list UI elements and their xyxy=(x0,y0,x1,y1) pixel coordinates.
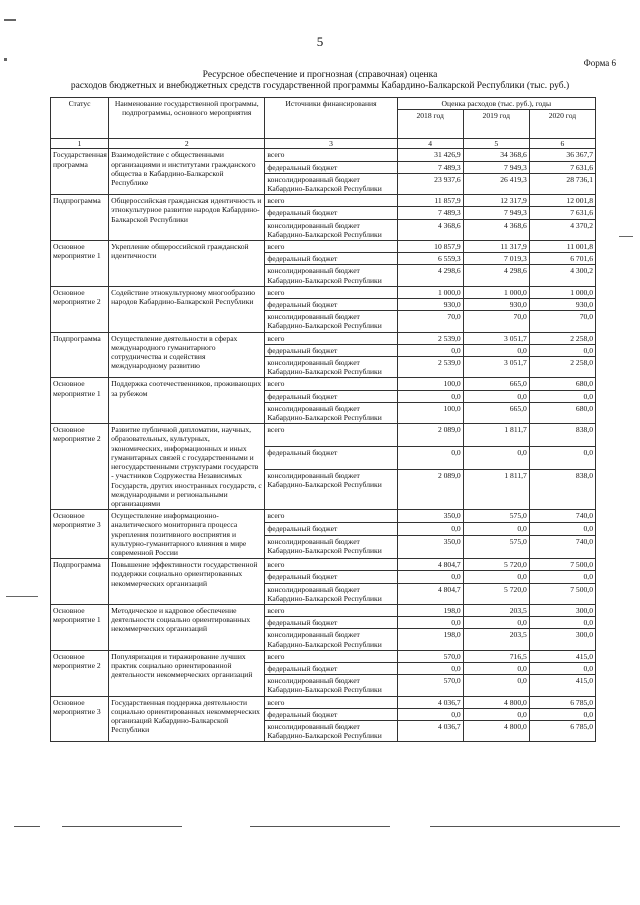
value-cell: 10 857,9 xyxy=(397,241,463,253)
footer-rule xyxy=(14,826,40,827)
index-row xyxy=(51,139,596,149)
header-row xyxy=(51,98,596,110)
status-cell: Основное мероприятие 3 xyxy=(51,510,109,559)
table-row xyxy=(51,510,596,523)
value-cell: 4 036,7 xyxy=(397,720,463,741)
source-cell: консолидированный бюджет Кабардино-Балкарской Республики xyxy=(265,720,397,741)
value-cell: 70,0 xyxy=(397,311,463,332)
header-2018: 2018 год xyxy=(397,110,463,139)
source-cell: всего xyxy=(265,559,397,571)
source-cell: федеральный бюджет xyxy=(265,617,397,629)
value-cell: 1 811,7 xyxy=(463,424,529,447)
value-cell: 930,0 xyxy=(397,299,463,311)
value-cell: 0,0 xyxy=(529,447,595,470)
source-cell: консолидированный бюджет Кабардино-Балкарской Республики xyxy=(265,536,397,559)
value-cell: 11 857,9 xyxy=(397,195,463,207)
value-cell: 11 001,8 xyxy=(529,241,595,253)
value-cell: 740,0 xyxy=(529,536,595,559)
source-cell: федеральный бюджет xyxy=(265,708,397,720)
value-cell: 930,0 xyxy=(463,299,529,311)
value-cell: 0,0 xyxy=(463,675,529,696)
value-cell: 34 368,6 xyxy=(463,149,529,161)
source-cell: всего xyxy=(265,424,397,447)
index-cell: 6 xyxy=(529,139,595,149)
value-cell: 575,0 xyxy=(463,536,529,559)
value-cell: 3 051,7 xyxy=(463,332,529,344)
value-cell: 100,0 xyxy=(397,378,463,390)
value-cell: 4 368,6 xyxy=(397,219,463,240)
value-cell: 0,0 xyxy=(463,390,529,402)
footer-rule xyxy=(250,826,390,827)
value-cell: 12 317,9 xyxy=(463,195,529,207)
value-cell: 0,0 xyxy=(463,344,529,356)
status-cell: Основное мероприятие 2 xyxy=(51,650,109,696)
source-cell: федеральный бюджет xyxy=(265,523,397,536)
value-cell: 6 785,0 xyxy=(529,720,595,741)
value-cell: 12 001,8 xyxy=(529,195,595,207)
source-cell: всего xyxy=(265,378,397,390)
value-cell: 930,0 xyxy=(529,299,595,311)
value-cell: 0,0 xyxy=(529,662,595,674)
value-cell: 0,0 xyxy=(397,662,463,674)
scan-mark xyxy=(4,58,7,61)
header-status: Статус xyxy=(51,98,109,139)
table-row xyxy=(51,195,596,207)
value-cell: 198,0 xyxy=(397,629,463,650)
value-cell: 198,0 xyxy=(397,604,463,616)
name-cell: Популяризация и тиражирование лучших практик социально ориентированной деятельности некоммерческих организаций xyxy=(109,650,265,696)
value-cell: 5 720,0 xyxy=(463,583,529,604)
value-cell: 0,0 xyxy=(463,571,529,583)
table-row xyxy=(51,332,596,344)
value-cell: 1 811,7 xyxy=(463,470,529,510)
source-cell: консолидированный бюджет Кабардино-Балкарской Республики xyxy=(265,219,397,240)
value-cell: 838,0 xyxy=(529,470,595,510)
source-cell: федеральный бюджет xyxy=(265,253,397,265)
index-cell: 5 xyxy=(463,139,529,149)
value-cell: 7 949,3 xyxy=(463,207,529,219)
status-cell: Основное мероприятие 2 xyxy=(51,424,109,510)
value-cell: 7 489,3 xyxy=(397,207,463,219)
source-cell: всего xyxy=(265,510,397,523)
value-cell: 11 317,9 xyxy=(463,241,529,253)
value-cell: 7 631,6 xyxy=(529,161,595,173)
value-cell: 0,0 xyxy=(529,523,595,536)
value-cell: 4 804,7 xyxy=(397,583,463,604)
value-cell: 0,0 xyxy=(463,708,529,720)
index-cell: 2 xyxy=(109,139,265,149)
value-cell: 575,0 xyxy=(463,510,529,523)
source-cell: консолидированный бюджет Кабардино-Балкарской Республики xyxy=(265,173,397,194)
value-cell: 7 631,6 xyxy=(529,207,595,219)
status-cell: Подпрограмма xyxy=(51,559,109,605)
source-cell: федеральный бюджет xyxy=(265,344,397,356)
index-cell: 1 xyxy=(51,139,109,149)
source-cell: всего xyxy=(265,286,397,298)
value-cell: 2 089,0 xyxy=(397,424,463,447)
value-cell: 5 720,0 xyxy=(463,559,529,571)
value-cell: 570,0 xyxy=(397,650,463,662)
table-row xyxy=(51,604,596,616)
value-cell: 3 051,7 xyxy=(463,357,529,378)
value-cell: 2 539,0 xyxy=(397,357,463,378)
value-cell: 415,0 xyxy=(529,650,595,662)
value-cell: 7 949,3 xyxy=(463,161,529,173)
value-cell: 0,0 xyxy=(529,617,595,629)
source-cell: всего xyxy=(265,241,397,253)
table-row xyxy=(51,149,596,161)
value-cell: 0,0 xyxy=(529,708,595,720)
source-cell: федеральный бюджет xyxy=(265,447,397,470)
source-cell: всего xyxy=(265,696,397,708)
source-cell: консолидированный бюджет Кабардино-Балкарской Республики xyxy=(265,357,397,378)
name-cell: Осуществление деятельности в сферах международного гуманитарного сотрудничества и содействия международному развитию xyxy=(109,332,265,378)
value-cell: 4 368,6 xyxy=(463,219,529,240)
form-label: Форма 6 xyxy=(583,58,616,68)
value-cell: 4 800,0 xyxy=(463,720,529,741)
scan-mark xyxy=(6,596,38,597)
value-cell: 0,0 xyxy=(397,571,463,583)
name-cell: Повышение эффективности государственной поддержки социально ориентированных некоммерческих организаций xyxy=(109,559,265,605)
value-cell: 0,0 xyxy=(397,523,463,536)
value-cell: 2 258,0 xyxy=(529,332,595,344)
value-cell: 2 089,0 xyxy=(397,470,463,510)
value-cell: 2 539,0 xyxy=(397,332,463,344)
value-cell: 1 000,0 xyxy=(463,286,529,298)
table-row xyxy=(51,696,596,708)
table-body xyxy=(51,149,596,742)
value-cell: 100,0 xyxy=(397,402,463,423)
document-title xyxy=(0,70,640,92)
name-cell: Взаимодействие с общественными организациями и институтами гражданского общества в Кабардино-Балкарской Республике xyxy=(109,149,265,195)
value-cell: 350,0 xyxy=(397,510,463,523)
value-cell: 0,0 xyxy=(397,617,463,629)
resource-table xyxy=(50,97,596,742)
value-cell: 31 426,9 xyxy=(397,149,463,161)
name-cell: Развитие публичной дипломатии, научных, образовательных, культурных, экономических, информационных и иных гуманитарных связей с государственными и негосударственными структурами государств - участников Содружества Независимых Государств, других иностранных государств, с международными и региональными организациями xyxy=(109,424,265,510)
value-cell: 7 489,3 xyxy=(397,161,463,173)
value-cell: 36 367,7 xyxy=(529,149,595,161)
scan-mark xyxy=(619,236,633,237)
value-cell: 0,0 xyxy=(397,390,463,402)
value-cell: 7 019,3 xyxy=(463,253,529,265)
name-cell: Поддержка соотечественников, проживающих за рубежом xyxy=(109,378,265,424)
source-cell: консолидированный бюджет Кабардино-Балкарской Республики xyxy=(265,402,397,423)
value-cell: 570,0 xyxy=(397,675,463,696)
title-line-2: расходов бюджетных и внебюджетных средств государственной программы Кабардино-Балкарской Республики (тыс. руб.) xyxy=(70,81,570,91)
value-cell: 740,0 xyxy=(529,510,595,523)
source-cell: консолидированный бюджет Кабардино-Балкарской Республики xyxy=(265,675,397,696)
header-estimate: Оценка расходов (тыс. руб.), годы xyxy=(397,98,595,110)
value-cell: 0,0 xyxy=(397,708,463,720)
source-cell: всего xyxy=(265,149,397,161)
value-cell: 716,5 xyxy=(463,650,529,662)
footer-rule xyxy=(62,826,182,827)
value-cell: 838,0 xyxy=(529,424,595,447)
name-cell: Укрепление общероссийской гражданской идентичности xyxy=(109,241,265,287)
index-cell: 4 xyxy=(397,139,463,149)
value-cell: 4 300,2 xyxy=(529,265,595,286)
title-line-1: Ресурсное обеспечение и прогнозная (справочная) оценка xyxy=(202,70,438,80)
name-cell: Общероссийская гражданская идентичность и этнокультурное развитие народов Кабардино-Балкарской Республики xyxy=(109,195,265,241)
index-cell: 3 xyxy=(265,139,397,149)
source-cell: федеральный бюджет xyxy=(265,161,397,173)
value-cell: 665,0 xyxy=(463,378,529,390)
value-cell: 0,0 xyxy=(463,447,529,470)
status-cell: Государственная программа xyxy=(51,149,109,195)
source-cell: всего xyxy=(265,604,397,616)
scan-mark xyxy=(4,19,16,21)
source-cell: всего xyxy=(265,195,397,207)
header-source: Источники финансирования xyxy=(265,98,397,139)
table-row xyxy=(51,241,596,253)
value-cell: 26 419,3 xyxy=(463,173,529,194)
status-cell: Основное мероприятие 3 xyxy=(51,696,109,742)
status-cell: Основное мероприятие 1 xyxy=(51,241,109,287)
value-cell: 4 298,6 xyxy=(397,265,463,286)
value-cell: 28 736,1 xyxy=(529,173,595,194)
source-cell: консолидированный бюджет Кабардино-Балкарской Республики xyxy=(265,311,397,332)
value-cell: 0,0 xyxy=(463,617,529,629)
status-cell: Подпрограмма xyxy=(51,195,109,241)
value-cell: 0,0 xyxy=(397,344,463,356)
source-cell: федеральный бюджет xyxy=(265,299,397,311)
source-cell: всего xyxy=(265,332,397,344)
source-cell: консолидированный бюджет Кабардино-Балкарской Республики xyxy=(265,583,397,604)
value-cell: 6 559,3 xyxy=(397,253,463,265)
name-cell: Государственная поддержка деятельности социально ориентированных некоммерческих организаций Кабардино-Балкарской Республики xyxy=(109,696,265,742)
value-cell: 0,0 xyxy=(529,571,595,583)
value-cell: 70,0 xyxy=(463,311,529,332)
value-cell: 70,0 xyxy=(529,311,595,332)
name-cell: Методическое и кадровое обеспечение деятельности социально ориентированных некоммерческих организаций xyxy=(109,604,265,650)
source-cell: федеральный бюджет xyxy=(265,571,397,583)
header-2019: 2019 год xyxy=(463,110,529,139)
value-cell: 23 937,6 xyxy=(397,173,463,194)
value-cell: 2 258,0 xyxy=(529,357,595,378)
value-cell: 0,0 xyxy=(529,390,595,402)
source-cell: всего xyxy=(265,650,397,662)
header-2020: 2020 год xyxy=(529,110,595,139)
value-cell: 0,0 xyxy=(397,447,463,470)
value-cell: 0,0 xyxy=(463,523,529,536)
header-name: Наименование государственной программы, подпрограммы, основного мероприятия xyxy=(109,98,265,139)
value-cell: 1 000,0 xyxy=(529,286,595,298)
value-cell: 0,0 xyxy=(463,662,529,674)
value-cell: 7 500,0 xyxy=(529,559,595,571)
value-cell: 300,0 xyxy=(529,604,595,616)
value-cell: 203,5 xyxy=(463,629,529,650)
value-cell: 4 298,6 xyxy=(463,265,529,286)
value-cell: 4 804,7 xyxy=(397,559,463,571)
source-cell: федеральный бюджет xyxy=(265,207,397,219)
value-cell: 6 785,0 xyxy=(529,696,595,708)
source-cell: консолидированный бюджет Кабардино-Балкарской Республики xyxy=(265,470,397,510)
status-cell: Основное мероприятие 1 xyxy=(51,378,109,424)
source-cell: консолидированный бюджет Кабардино-Балкарской Республики xyxy=(265,265,397,286)
value-cell: 415,0 xyxy=(529,675,595,696)
status-cell: Основное мероприятие 1 xyxy=(51,604,109,650)
status-cell: Основное мероприятие 2 xyxy=(51,286,109,332)
table-row xyxy=(51,559,596,571)
value-cell: 4 036,7 xyxy=(397,696,463,708)
source-cell: федеральный бюджет xyxy=(265,390,397,402)
value-cell: 1 000,0 xyxy=(397,286,463,298)
value-cell: 665,0 xyxy=(463,402,529,423)
source-cell: консолидированный бюджет Кабардино-Балкарской Республики xyxy=(265,629,397,650)
table-row xyxy=(51,378,596,390)
value-cell: 680,0 xyxy=(529,402,595,423)
table-row xyxy=(51,424,596,447)
value-cell: 300,0 xyxy=(529,629,595,650)
status-cell: Подпрограмма xyxy=(51,332,109,378)
value-cell: 203,5 xyxy=(463,604,529,616)
source-cell: федеральный бюджет xyxy=(265,662,397,674)
name-cell: Осуществление информационно-аналитического мониторинга процесса укрепления позитивного восприятия и культурно-гуманитарного влияния в мире современной России xyxy=(109,510,265,559)
value-cell: 6 701,6 xyxy=(529,253,595,265)
value-cell: 680,0 xyxy=(529,378,595,390)
value-cell: 4 800,0 xyxy=(463,696,529,708)
value-cell: 4 370,2 xyxy=(529,219,595,240)
table-row xyxy=(51,650,596,662)
page-number: 5 xyxy=(316,34,324,49)
footer-rule xyxy=(430,826,620,827)
table-row xyxy=(51,286,596,298)
value-cell: 0,0 xyxy=(529,344,595,356)
value-cell: 350,0 xyxy=(397,536,463,559)
value-cell: 7 500,0 xyxy=(529,583,595,604)
name-cell: Содействие этнокультурному многообразию народов Кабардино-Балкарской Республики xyxy=(109,286,265,332)
